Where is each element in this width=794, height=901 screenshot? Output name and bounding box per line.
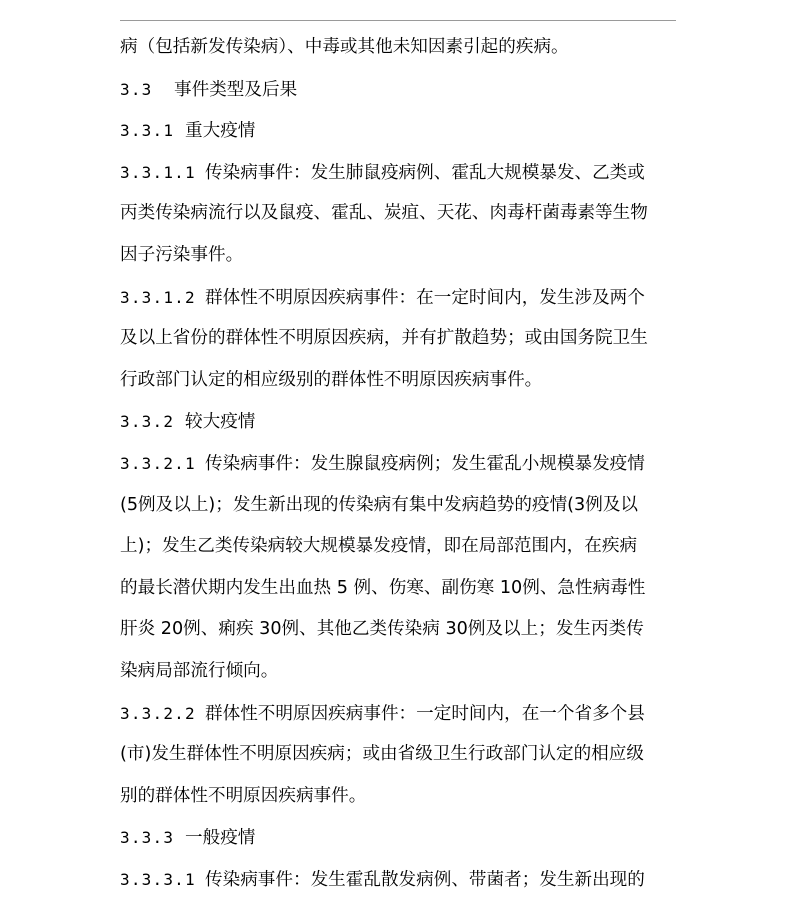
- header-rule: [120, 20, 676, 21]
- line-text: 群体性不明原因疾病事件：一定时间内，在一个省多个县: [205, 703, 645, 724]
- subsection-heading: [120, 401, 676, 443]
- line-text: 染病局部流行倾向。: [120, 660, 279, 681]
- line-text: 病（包括新发传染病）、中毒或其他未知因素引起的疾病。: [120, 37, 569, 57]
- section-number: 3.3.1.1: [120, 162, 196, 182]
- subsection-heading: [120, 110, 676, 152]
- line-text: (5例及以上)；发生新出现的传染病有集中发病趋势的疫情(3例及以: [120, 494, 639, 515]
- body-line: [120, 360, 676, 402]
- line-text: 及以上省份的群体性不明原因疾病，并有扩散趋势；或由国务院卫生: [120, 328, 648, 349]
- section-number: 3.3: [120, 79, 153, 99]
- section-title: 事件类型及后果: [174, 79, 298, 100]
- section-number: 3.3.3.1: [120, 869, 196, 889]
- section-heading: [120, 69, 676, 111]
- body-line: [120, 651, 676, 693]
- body-line: [120, 193, 676, 235]
- line-text: 传染病事件：发生肺鼠疫病例、霍乱大规模暴发、乙类或: [205, 162, 645, 183]
- clause-line: [120, 693, 676, 735]
- clause-line: [120, 277, 676, 319]
- section-number: 3.3.1.2: [120, 287, 196, 307]
- line-text: 的最长潜伏期内发生出血热 5 例、伤寒、副伤寒 10例、急性病毒性: [120, 577, 646, 598]
- clause-line: [120, 859, 676, 901]
- document-page: [120, 0, 676, 890]
- body-line: [120, 609, 676, 651]
- clause-line: [120, 443, 676, 485]
- body-line: [120, 734, 676, 776]
- body-line: [120, 485, 676, 527]
- line-text: 肝炎 20例、痢疾 30例、其他乙类传染病 30例及以上；发生丙类传: [120, 619, 644, 640]
- section-title: 一般疫情: [185, 828, 256, 849]
- body-line: [120, 235, 676, 277]
- line-text: 传染病事件：发生腺鼠疫病例；发生霍乱小规模暴发疫情: [205, 453, 645, 474]
- section-title: 重大疫情: [185, 121, 256, 142]
- body-line: [120, 318, 676, 360]
- line-text: 传染病事件：发生霍乱散发病例、带菌者；发生新出现的: [205, 869, 645, 890]
- body-line: [120, 27, 676, 69]
- section-number: 3.3.2.1: [120, 453, 196, 473]
- clause-line: [120, 152, 676, 194]
- line-text: 丙类传染病流行以及鼠疫、霍乱、炭疽、天花、肉毒杆菌毒素等生物: [120, 203, 648, 224]
- section-number: 3.3.3: [120, 828, 175, 848]
- line-text: 因子污染事件。: [120, 244, 244, 265]
- section-number: 3.3.1: [120, 121, 175, 141]
- line-text: 别的群体性不明原因疾病事件。: [120, 785, 367, 806]
- body-line: [120, 568, 676, 610]
- line-text: (市)发生群体性不明原因疾病；或由省级卫生行政部门认定的相应级: [120, 744, 644, 765]
- line-text: 群体性不明原因疾病事件：在一定时间内，发生涉及两个: [205, 287, 645, 308]
- subsection-heading: [120, 817, 676, 859]
- section-number: 3.3.2.2: [120, 703, 196, 723]
- section-number: 3.3.2: [120, 412, 175, 432]
- body-line: [120, 776, 676, 818]
- line-text: 行政部门认定的相应级别的群体性不明原因疾病事件。: [120, 369, 543, 390]
- body-line: [120, 526, 676, 568]
- line-text: 上)；发生乙类传染病较大规模暴发疫情，即在局部范围内，在疾病: [120, 536, 638, 557]
- document-body: [120, 27, 676, 900]
- section-title: 较大疫情: [185, 412, 256, 433]
